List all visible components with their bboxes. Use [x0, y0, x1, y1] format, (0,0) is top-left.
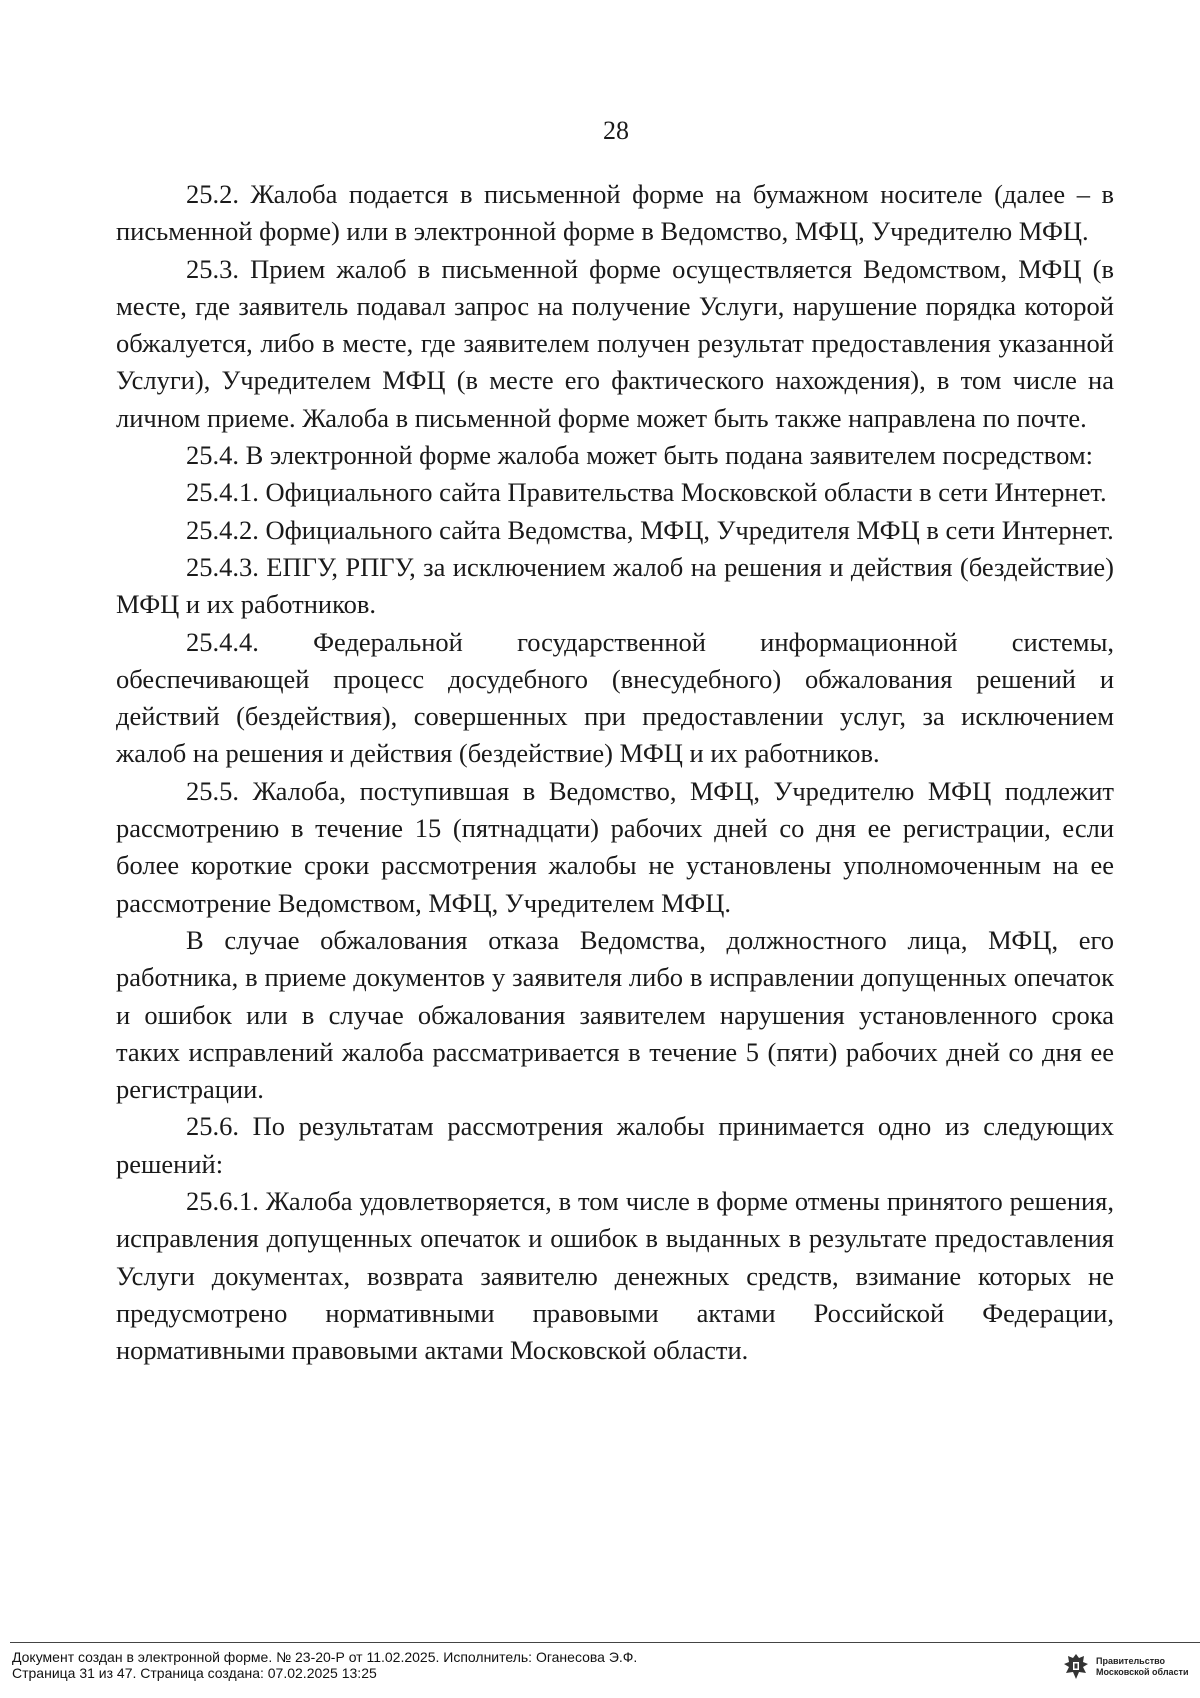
logo-line-1: Правительство	[1096, 1656, 1166, 1666]
paragraph-25-6: 25.6. По результатам рассмотрения жалобы принимается одно из следующих решений:	[116, 1111, 1114, 1179]
footer-document-line: Документ создан в электронной форме. № 23-20-Р от 11.02.2025. Исполнитель: Оганесова Э.Ф.	[12, 1649, 638, 1665]
footer-page-line: Страница 31 из 47. Страница создана: 07.02.2025 13:25	[12, 1665, 377, 1681]
paragraph-25-4-2: 25.4.2. Официального сайта Ведомства, МФЦ, Учредителя МФЦ в сети Интернет.	[186, 514, 1114, 545]
footer-divider	[10, 1642, 1200, 1643]
paragraph-25-2: 25.2. Жалоба подается в письменной форме на бумажном носителе (далее – в письменной форме) или в электронной форме в Ведомство, МФЦ, Учредителю МФЦ.	[116, 179, 1114, 247]
paragraph-25-6-1: 25.6.1. Жалоба удовлетворяется, в том числе в форме отмены принятого решения, исправления допущенных опечаток и ошибок в выданных в результате предоставления Услуги документах, возврата заявителю денежных средств, взимание которых не предусмотрено нормативными правовыми актами Российской Федерации, нормативными правовыми актами Московской области.	[116, 1186, 1114, 1366]
logo-caption	[1096, 1656, 1189, 1678]
paragraph-25-4-4: 25.4.4. Федеральной государственной информационной системы, обеспечивающей процесс досудебного (внесудебного) обжалования решений и действий (бездействия), совершенных при предоставлении услуг, за исключением жалоб на решения и действия (бездействие) МФЦ и их работников.	[116, 626, 1114, 769]
paragraph-25-4-3: 25.4.3. ЕПГУ, РПГУ, за исключением жалоб на решения и действия (бездействие) МФЦ и их работников.	[116, 551, 1114, 620]
paragraph-25-3: 25.3. Прием жалоб в письменной форме осуществляется Ведомством, МФЦ (в месте, где заявитель подавал запрос на получение Услуги, нарушение порядка которой обжалуется, либо в месте, где заявителем получен результат предоставления указанной Услуги), Учредителем МФЦ (в месте его фактического нахождения), в том числе на личном приеме. Жалоба в письменной форме может быть также направлена по почте.	[116, 253, 1114, 433]
coat-of-arms-icon	[1062, 1652, 1090, 1682]
paragraph-25-5-appeal: В случае обжалования отказа Ведомства, должностного лица, МФЦ, его работника, в приеме документов у заявителя либо в исправлении допущенных опечаток и ошибок или в случае обжалования заявителем нарушения установленного срока таких исправлений жалоба рассматривается в течение 5 (пяти) рабочих дней со дня ее регистрации.	[116, 924, 1114, 1105]
government-logo	[1062, 1652, 1189, 1682]
footer-info	[12, 1649, 637, 1681]
paragraph-25-5: 25.5. Жалоба, поступившая в Ведомство, МФЦ, Учредителю МФЦ подлежит рассмотрению в течение 15 (пятнадцати) рабочих дней со дня ее регистрации, если более короткие сроки рассмотрения жалобы не установлены уполномоченным на ее рассмотрение Ведомством, МФЦ, Учредителем МФЦ.	[116, 775, 1114, 918]
logo-line-2: Московской области	[1096, 1667, 1189, 1677]
paragraph-25-4-1: 25.4.1. Официального сайта Правительства Московской области в сети Интернет.	[186, 477, 1107, 508]
document-body	[116, 176, 1114, 1370]
paragraph-25-4: 25.4. В электронной форме жалоба может быть подана заявителем посредством:	[186, 440, 1093, 471]
page-number: 28	[603, 116, 629, 145]
